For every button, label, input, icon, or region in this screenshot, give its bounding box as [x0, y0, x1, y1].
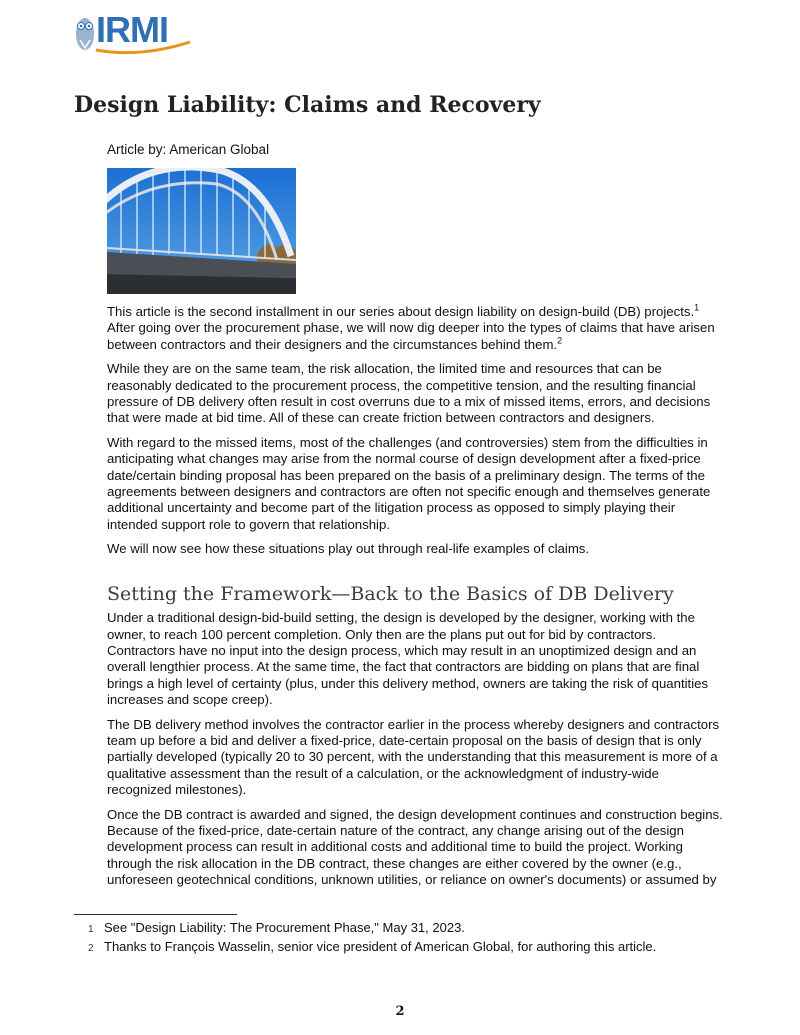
irmi-logo[interactable]	[74, 9, 194, 54]
logo-swoosh	[90, 36, 194, 56]
footnotes	[88, 920, 728, 958]
bridge-image	[107, 168, 296, 294]
body-paragraph: The DB delivery method involves the contractor earlier in the process whereby designers and contractors team up before a bid and deliver a fixed-price, date-certain proposal on the basis of design that is only partially developed (typically 20 to 30 percent, with the understanding that this measurement is more of a qualitative assessment than the result of a calculation, or the acknowledgment of industry-wide recognized milestones).	[107, 716, 720, 798]
article-byline: Article by: American Global	[107, 142, 270, 157]
body-paragraph: Once the DB contract is awarded and signed, the design development continues and construction begins. Because of the fixed-price, date-certain nature of the contract, any change arising out of the design development process can result in additional costs and additional time to build the project. Working through the risk allocation in the DB contract, these changes are either covered by the owner (e.g., unforeseen geotechnical conditions, unknown utilities, or reliance on owner's documents) or assumed by	[107, 806, 723, 888]
footnote-ref[interactable]: 2	[557, 335, 563, 346]
body-paragraph: With regard to the missed items, most of the challenges (and controversies) stem from the difficulties in anticipating what changes may arise from the normal course of design development after a fixed-price date/certain binding proposal has been prepared on the basis of a preliminary design. The terms of the agreements between designers and contractors are often not specific enough and themselves generate additional uncertainty and become part of the litigation process as opposed to simply playing their intended support role to govern that relationship.	[107, 434, 711, 532]
article-body	[107, 304, 727, 897]
footnote-number: 1	[88, 924, 94, 935]
logo-text: IRMI	[96, 9, 168, 50]
intro-paragraph	[107, 304, 727, 353]
paragraph-text: After going over the procurement phase, we will now dig deeper into the types of claims that have arisen between contractors and their designers and the circumstances behind them.	[107, 320, 715, 352]
body-paragraph: Under a traditional design-bid-build setting, the design is developed by the designer, working with the owner, to reach 100 percent completion. Only then are the plans put out for bid by contractors. Contractors have no input into the design process, which may result in an unoptimized design and an overall lengthier process. At the same time, the fact that contractors are bidding on plans that are final brings a high level of certainty (plus, under this delivery method, owners are taking the risk of quantities increases and scope creep).	[107, 610, 709, 708]
footnote-item	[88, 939, 728, 954]
article-title: Design Liability: Claims and Recovery	[74, 92, 541, 118]
page-number: 2	[395, 1004, 405, 1019]
footnote-text: See "Design Liability: The Procurement Phase," May 31, 2023.	[104, 920, 465, 935]
footnote-number: 2	[88, 943, 94, 954]
paragraph-text: This article is the second installment in our series about design liability on design-build (DB) projects.	[107, 304, 695, 319]
footnote-text: Thanks to François Wasselin, senior vice president of American Global, for authoring this article.	[104, 939, 657, 954]
body-paragraph: While they are on the same team, the risk allocation, the limited time and resources that can be reasonably dedicated to the procurement process, the competitive tension, and the resulting financial pressure of DB delivery often result in cost overruns due to a mix of missed items, errors, and decisions that were made at bid time. All of these can create friction between contractors and designers.	[107, 361, 711, 426]
footnote-item	[88, 920, 728, 935]
body-paragraph: We will now see how these situations play out through real-life examples of claims.	[107, 541, 590, 557]
section-heading: Setting the Framework—Back to the Basics of DB Delivery	[107, 582, 674, 605]
footnote-divider	[74, 914, 237, 915]
footnote-ref[interactable]: 1	[694, 302, 700, 313]
